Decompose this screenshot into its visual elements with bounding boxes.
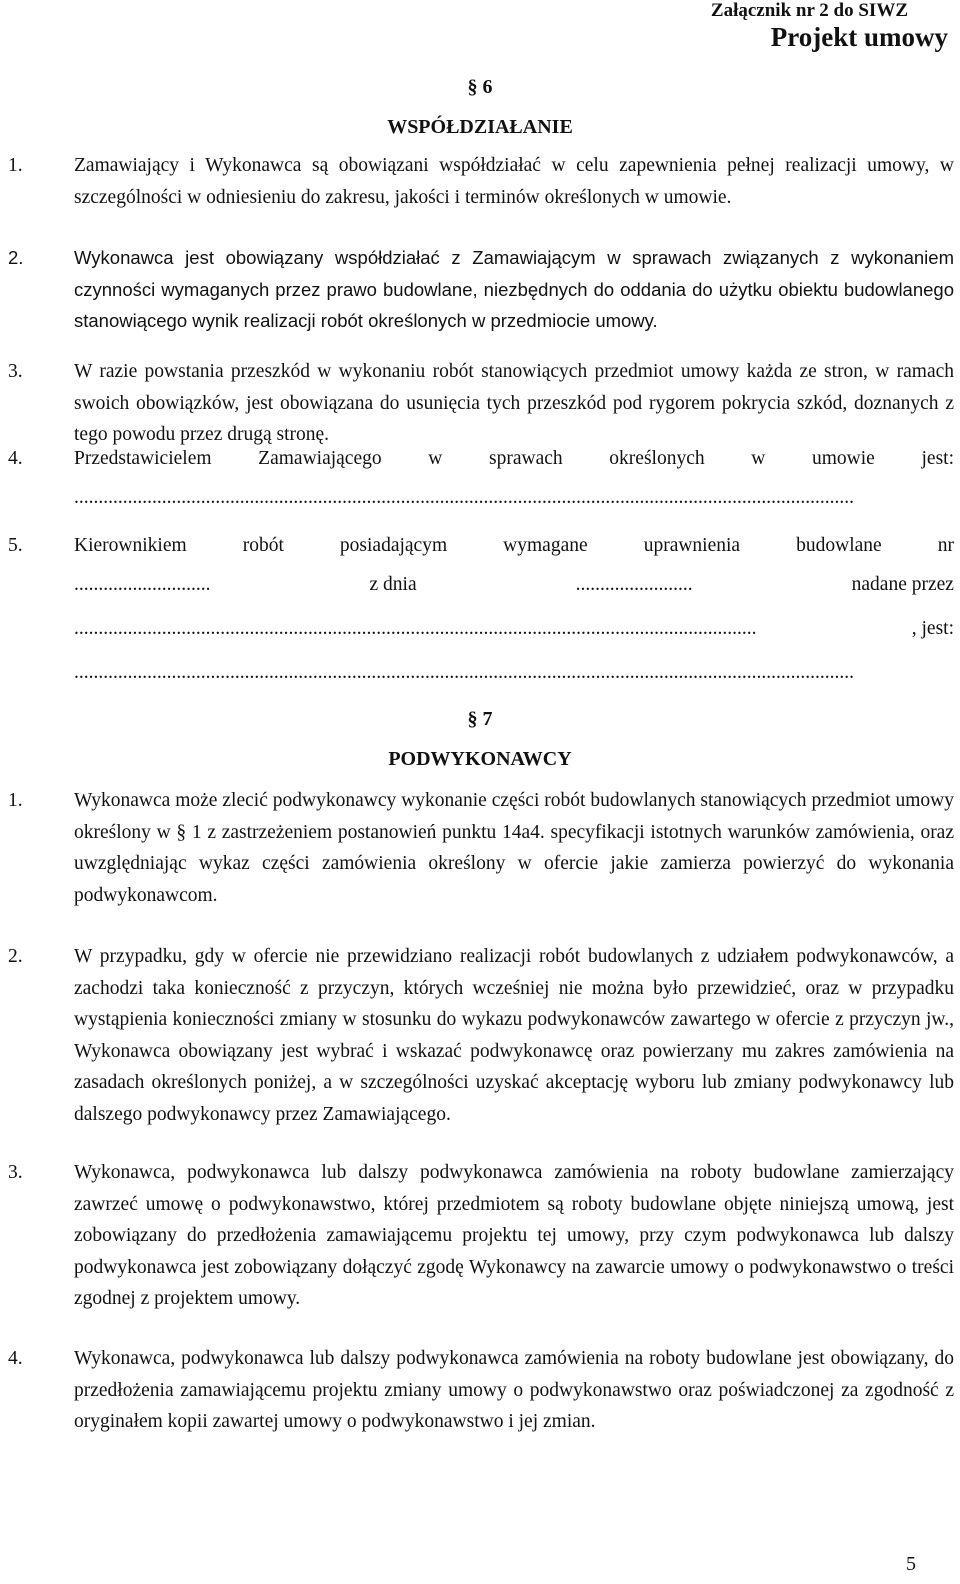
manager-license-row [74,574,954,596]
item-text: Wykonawca, podwykonawca lub dalszy podwykonawca zamówienia na roboty budowlane jest obowiązany, do przedłożenia zamawiającemu projektu zmiany umowy o podwykonawstwo oraz poświadczonej za zgodność z oryginałem kopii zawartej umowy o podwykonawstwo i jej zmian. [74,1348,954,1432]
item-number: 1. [8,790,23,811]
section-6-title: WSPÓŁDZIAŁANIE [387,116,573,138]
representative-fill-line: ................................................................................................................................................................ [74,487,854,508]
section-7-item-3 [8,1157,954,1315]
page-number: 5 [906,1553,916,1575]
item-number: 5. [8,535,23,556]
project-title: Projekt umowy [770,22,948,52]
license-issuer-label: nadane przez [851,574,954,595]
item-number: 3. [8,1162,23,1183]
attachment-label: Załącznik nr 2 do SIWZ [710,0,908,21]
license-date-label: z dnia [369,574,417,595]
manager-name-label: , jest: [911,618,954,639]
item-text: W razie powstania przeszkód w wykonaniu robót stanowiących przedmiot umowy każda ze stron, w ramach swoich obowiązków, jest obowiązana do usunięcia tych przeszkód pod rygorem pokrycia szkód, doznanych z tego powodu przez drugą stronę. [74,361,954,445]
section-6-mark: § 6 [467,76,493,98]
item-number: 1. [8,155,23,176]
item-text: W przypadku, gdy w ofercie nie przewidziano realizacji robót budowlanych z udziałem podwykonawców, a zachodzi taka konieczność z przyczyn, których wcześniej nie można było przewidzieć, oraz w przypadku wystąpienia konieczności zmiany w stosunku do wykazu podwykonawców zawartego w ofercie z przyczyn jw., Wykonawca obowiązany jest wybrać i wskazać podwykonawcę oraz powierzany mu zakres zamówienia na zasadach określonych poniżej, a w szczególności uzyskać akceptację wyboru lub zmiany podwykonawcy lub dalszego podwykonawcy przez Zamawiającego. [74,946,954,1125]
item-number: 2. [8,247,24,268]
item-number: 4. [8,448,23,469]
manager-issuer-row [74,618,954,640]
license-issuer-fill: ............................................................................................................................................ [74,618,757,639]
section-7-item-2 [8,941,954,1130]
section-6-item-3 [8,356,954,451]
section-7-item-4 [8,1343,954,1438]
item-text: Wykonawca może zlecić podwykonawcy wykonanie części robót budowlanych stanowiących przedmiot umowy określony w § 1 z zastrzeżeniem postanowień punktu 14a4. specyfikacji istotnych warunków zamówienia, oraz uwzględniając wykaz części zamówienia określony w ofercie jakie zamierza powierzyć do wykonania podwykonawcom. [74,790,954,906]
manager-name-fill-line: ................................................................................................................................................................ [74,662,854,683]
section-6-item-1 [8,150,954,213]
license-number-fill: ............................ [74,574,211,595]
item-text: Wykonawca jest obowiązany współdziałać z Zamawiającym w sprawach związanych z wykonaniem czynności wymaganych przez prawo budowlane, niezbędnych do oddania do użytku obiektu budowlanego stanowiącego wynik realizacji robót określonych w przedmiocie umowy. [74,247,954,331]
item-text: Przedstawicielem Zamawiającego w sprawach określonych w umowie jest: [74,448,954,469]
section-6-item-5 [8,530,954,562]
item-number: 2. [8,946,23,967]
license-date-fill: ........................ [575,574,693,595]
section-7-mark: § 7 [467,708,493,730]
section-6-item-2 [8,242,954,337]
section-6-item-4 [8,443,954,475]
item-text: Kierownikiem robót posiadającym wymagane uprawnienia budowlane nr [74,535,954,556]
item-text: Zamawiający i Wykonawca są obowiązani współdziałać w celu zapewnienia pełnej realizacji umowy, w szczególności w odniesieniu do zakresu, jakości i terminów określonych w umowie. [74,155,954,208]
item-text: Wykonawca, podwykonawca lub dalszy podwykonawca zamówienia na roboty budowlane zamierzający zawrzeć umowę o podwykonawstwo, której przedmiotem są roboty budowlane objęte niniejszą umową, jest zobowiązany do przedłożenia zamawiającemu projektu tej umowy, przy czym podwykonawca lub dalszy podwykonawca jest zobowiązany dołączyć zgodę Wykonawcy na zawarcie umowy o podwykonawstwo o treści zgodnej z projektem umowy. [74,1162,954,1309]
section-7-title: PODWYKONAWCY [388,748,572,770]
item-number: 4. [8,1348,23,1369]
item-number: 3. [8,361,23,382]
section-7-item-1 [8,785,954,911]
